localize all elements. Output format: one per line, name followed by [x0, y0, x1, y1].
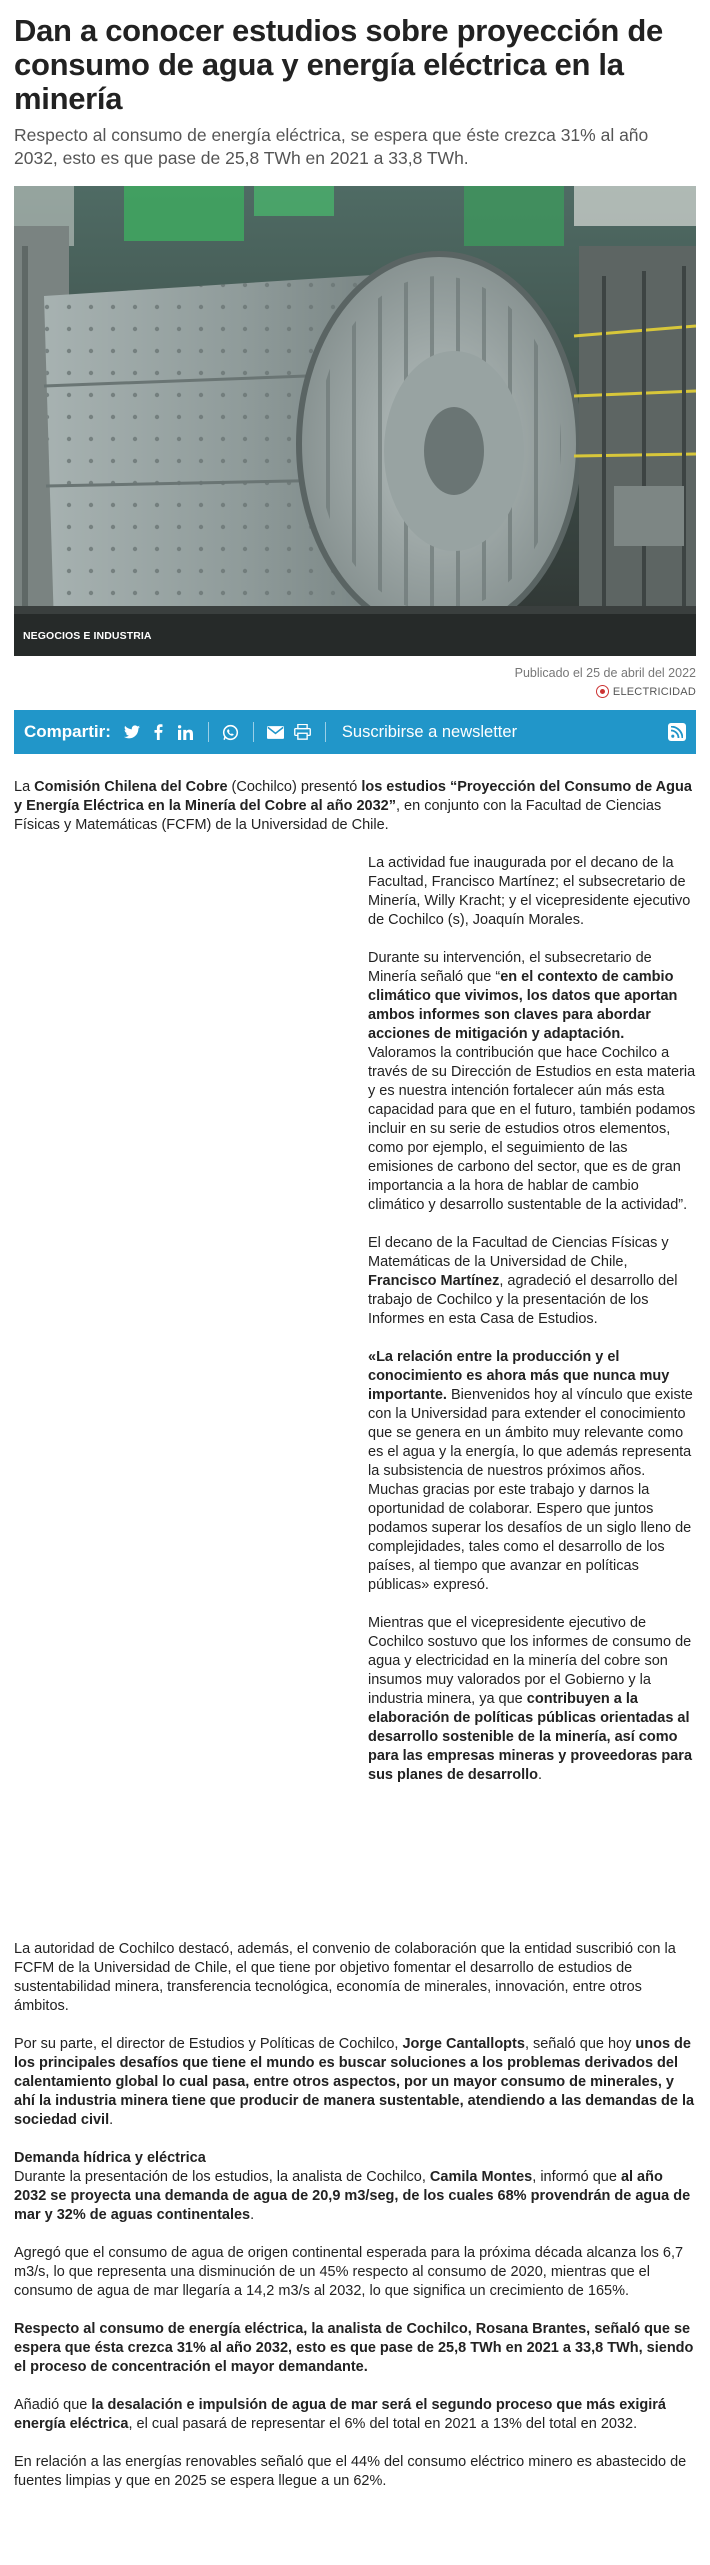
paragraph-director: [14, 2035, 696, 2130]
text-bold: al año 2032 se proyecta una demanda de agua de 20,9 m3/seg, de los cuales 68% provendrán de agua de mar y 32% de aguas continentales: [14, 2169, 691, 2223]
newsletter-link[interactable]: Suscribirse a newsletter: [341, 722, 518, 741]
whatsapp-icon[interactable]: [222, 723, 240, 741]
text: La: [14, 779, 35, 795]
paragraph-inauguration: La actividad fue inaugurada por el decano de la Facultad, Francisco Martínez; el subsecretario de Minería, Willy Kracht; y el vicepresidente ejecutivo de Cochilco (s), Joaquín Morales.: [368, 855, 691, 928]
category-dot-icon: [596, 685, 609, 698]
twitter-icon[interactable]: [123, 723, 141, 741]
text-bold: Camila Montes: [429, 2169, 533, 2185]
article-lead: Respecto al consumo de energía eléctrica, se espera que éste crezca 31% al año 2032, esto es que pase de 25,8 TWh en 2021 a 33,8 TWh.: [14, 125, 649, 168]
text-bold: unos de los principales desafíos que tiene el mundo es buscar soluciones a los problemas derivados del calentamiento global lo cual pasa, entre otros aspectos, por un mayor consumo de minerales, y ahí la industria minera tiene que producir de manera sustentable, atendiendo a las demandas de la sociedad civil: [14, 2036, 695, 2128]
text: El decano de la Facultad de Ciencias Físicas y Matemáticas de la Universidad de Chile,: [368, 1235, 669, 1270]
empty-ad-slot: [14, 854, 368, 1940]
section-subheading: Demanda hídrica y eléctrica: [14, 2150, 206, 2166]
text-bold: los estudios “Proyección del Consumo de Agua y Energía Eléctrica en la Minería del Cobre al año 2032”: [14, 779, 692, 814]
share-label: Compartir:: [24, 722, 111, 741]
paragraph-demanda: [14, 2149, 696, 2225]
text-bold: la desalación e impulsión de agua de mar será el segundo proceso que más exigirá energía eléctrica: [14, 2397, 666, 2432]
text-bold: Jorge Cantallopts: [402, 2036, 525, 2052]
share-icons: [123, 722, 330, 742]
text: .: [250, 2207, 255, 2223]
share-separator: [325, 722, 326, 742]
text-bold: en el contexto de cambio climático que vivimos, los datos que aportan ambos informes son claves para abordar acciones de mitigación y adaptación.: [368, 969, 678, 1042]
paragraph-convenio: La autoridad de Cochilco destacó, además, el convenio de colaboración que la entidad suscribió con la FCFM de la Universidad de Chile, el que tiene por objetivo fomentar el desarrollo de estudios de sustentabilidad minera, transferencia tecnológica, economía de minerales, innovación, entre otros ámbitos.: [14, 1941, 676, 2014]
publish-date: Publicado el 25 de abril del 2022: [514, 666, 696, 680]
text: .: [109, 2112, 114, 2128]
text: (Cochilco) presentó: [227, 779, 362, 795]
article-page: [0, 14, 710, 2491]
text: Durante la presentación de los estudios, la analista de Cochilco,: [14, 2169, 430, 2185]
article-title: Dan a conocer estudios sobre proyección de consumo de agua y energía eléctrica en la minería: [14, 13, 663, 116]
facebook-icon[interactable]: [150, 723, 168, 741]
text-bold: contribuyen a la elaboración de políticas públicas orientadas al desarrollo sostenible de la minería, así como para las empresas mineras y proveedoras para sus planes de desarrollo: [368, 1691, 693, 1783]
paragraph-energia: [14, 2320, 696, 2377]
text: Valoramos la contribución que hace Cochilco a través de su Dirección de Estudios en esta materia y es nuestra intención fortalecer aún más esta capacidad para que en el futuro, también podamos incluir en su serie de estudios otros elementos, como por ejemplo, el seguimiento de las emisiones de carbono del sector, que es de gran importancia a la hora de hablar de cambio climático y desarrollo sustentable de la actividad”.: [368, 1045, 696, 1213]
text: Por su parte, el director de Estudios y Políticas de Cochilco,: [14, 2036, 403, 2052]
text: , el cual pasará de representar el 6% del total en 2021 a 13% del total en 2032.: [128, 2416, 638, 2432]
hero-image: [14, 186, 696, 656]
paragraph-desalacion: [14, 2396, 696, 2434]
text: .: [538, 1767, 543, 1783]
text-bold: Respecto al consumo de energía eléctrica, la analista de Cochilco, Rosana Brantes, señaló que se espera que ésta crezca 31% al año 2032, esto es que pase de 25,8 TWh en 2021 a 33,8 TWh, siendo el proceso de concentración el mayor demandante.: [14, 2321, 694, 2375]
rss-icon[interactable]: [668, 723, 686, 741]
print-icon[interactable]: [294, 723, 312, 741]
text: Añadió que: [14, 2397, 92, 2413]
share-separator: [253, 722, 254, 742]
paragraph-intro: [14, 778, 696, 835]
grinding-mill-illustration: [14, 186, 696, 656]
paragraph-agua-continental: Agregó que el consumo de agua de origen continental esperada para la próxima década alcanza los 6,7 m3/s, lo que representa una disminución de un 45% respecto al consumo de 2020, mientras que el consumo de agua de mar llegaría a 14,2 m3/s al 2032, lo que significa un crecimiento de 165%.: [14, 2245, 684, 2299]
text: Mientras que el vicepresidente ejecutivo de Cochilco sostuvo que los informes de consumo de agua y electricidad en la minería del cobre son insumos muy valorados por el Gobierno y la industria minera, ya que: [368, 1615, 692, 1707]
email-icon[interactable]: [267, 723, 285, 741]
category-label: ELECTRICIDAD: [612, 685, 696, 698]
paragraph-renovables: En relación a las energías renovables señaló que el 44% del consumo eléctrico minero es abastecido de fuentes limpias y que en 2025 se espera llegue a un 62%.: [14, 2454, 687, 2489]
category-tag[interactable]: [14, 685, 696, 698]
article-body: [14, 778, 696, 2491]
text-bold: Comisión Chilena del Cobre: [34, 779, 228, 795]
share-separator: [208, 722, 209, 742]
text: , agradeció el desarrollo del trabajo de Cochilco y la presentación de los Informes en esta Casa de Estudios.: [368, 1273, 678, 1327]
share-bar: [14, 710, 696, 754]
text: , señaló que hoy: [524, 2036, 636, 2052]
text: , informó que: [532, 2169, 621, 2185]
text-bold: Francisco Martínez: [368, 1273, 500, 1289]
linkedin-icon[interactable]: [177, 723, 195, 741]
text: Durante su intervención, el subsecretario de Minería señaló que “: [368, 950, 652, 985]
text: Bienvenidos hoy al vínculo que existe con la Universidad para extender el conocimiento que se genera en un ámbito muy relevante como es el agua y la energía, lo que además representa la subsistencia de nuestros próximos años. Muchas gracias por este trabajo y darnos la oportunidad de colaborar. Espero que juntos podamos superar los desafíos de un siglo lleno de complejidades, tales como el desarrollo de los países, al tiempo que avanzar en políticas públicas» expresó.: [368, 1387, 693, 1593]
image-category-label[interactable]: NEGOCIOS E INDUSTRIA: [23, 630, 152, 642]
text: , en conjunto con la Facultad de Ciencias Físicas y Matemáticas (FCFM) de la Universidad de Chile.: [14, 798, 662, 833]
text-bold: «La relación entre la producción y el conocimiento es ahora más que nunca muy importante.: [368, 1349, 670, 1403]
